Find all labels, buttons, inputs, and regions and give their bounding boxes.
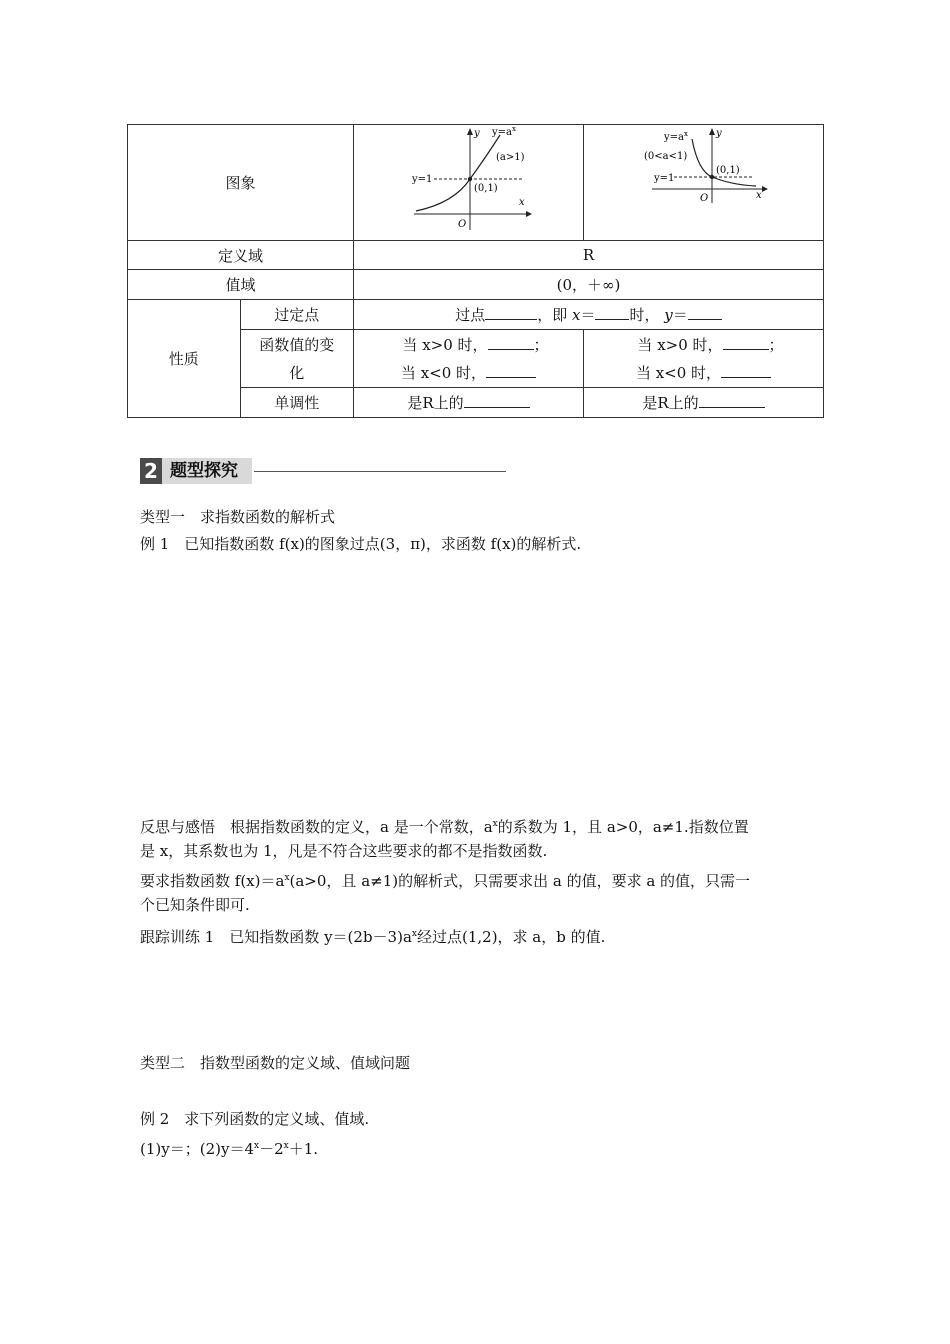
origin-label: O <box>699 193 709 204</box>
hline-label: y=1 <box>411 174 433 185</box>
y-axis-label: y <box>473 128 480 139</box>
example-2: 例 2 求下列函数的定义域、值域. <box>140 1110 370 1128</box>
point-0-1 <box>710 175 714 179</box>
range-value: (0，＋∞) <box>353 270 823 300</box>
section-title: 题型探究 <box>162 458 252 484</box>
x-axis-arrow <box>526 211 532 217</box>
graph-a-gt-1 <box>354 125 583 236</box>
type2-heading: 类型二 指数型函数的定义域、值域问题 <box>140 1054 411 1072</box>
point-label: (0,1) <box>715 165 740 176</box>
table-row-fixed-point <box>128 300 824 330</box>
reflection-line-2: 是 x，其系数也为 1，凡是不符合这些要求的都不是指数函数. <box>140 842 548 860</box>
section-rule <box>254 471 506 472</box>
condition-label: (0<a<1) <box>643 151 688 162</box>
x-axis-arrow <box>762 186 768 192</box>
section-number: 2 <box>140 458 162 484</box>
value-change-a-gt-1: 当 x>0 时， ； 当 x<0 时， <box>353 330 583 388</box>
section-header <box>140 458 506 484</box>
row-label-range: 值域 <box>128 270 354 300</box>
row-label-image: 图象 <box>128 125 354 241</box>
fixed-point-value: 过点 ，即 x＝ 时， y＝ <box>353 300 823 330</box>
curve-label: $y=a^x$ <box>663 130 688 143</box>
point-0-1 <box>468 177 472 181</box>
monotonicity-a-lt-1: 是R上的 <box>583 388 823 418</box>
graph-cell-a-lt-1 <box>583 125 823 241</box>
y-axis-arrow <box>709 128 715 135</box>
y-axis-arrow <box>467 128 473 135</box>
reflection-line-3: 要求指数函数 $f(x)=a^x(a>0$，且 a≠1)的解析式，只需要求出 a 的值，要求 a 的值，只需一 <box>140 872 751 890</box>
reflection-line-4: 个已知条件即可. <box>140 896 250 914</box>
hline-label: y=1 <box>653 173 675 184</box>
curve-label: $y=a^x$ <box>491 125 516 138</box>
table-row-range <box>128 270 824 300</box>
decay-curve <box>692 139 756 186</box>
condition-label: (a>1) <box>495 152 525 163</box>
x-axis-label: x <box>518 197 525 208</box>
point-label: (0,1) <box>473 183 498 194</box>
row-label-domain: 定义域 <box>128 241 354 270</box>
type1-heading: 类型一 求指数函数的解析式 <box>140 508 336 526</box>
graph-0-lt-a-lt-1 <box>584 125 823 236</box>
reflection-line-1: 反思与感悟 根据指数函数的定义，a 是一个常数，$a^x$的系数为 1，且 a>0，a≠1.指数位置 <box>140 818 749 836</box>
x-axis-label: x <box>755 190 762 201</box>
value-change-a-lt-1: 当 x>0 时， ； 当 x<0 时， <box>583 330 823 388</box>
domain-value: R <box>353 241 823 270</box>
practice-1: 跟踪训练 1 已知指数函数 $y=(2b-3)a^x$经过点(1,2)，求 a，b 的值. <box>140 928 606 946</box>
example-2-parts: (1)y＝；$(2)y=4^x-2^x+1$. <box>140 1140 319 1158</box>
y-axis-label: y <box>715 128 722 139</box>
row-label-fixed-point: 过定点 <box>240 300 353 330</box>
exponential-function-properties-table <box>127 124 824 418</box>
row-label-properties: 性质 <box>128 300 241 418</box>
table-row-domain <box>128 241 824 270</box>
growth-curve <box>416 135 500 211</box>
origin-label: O <box>457 219 467 230</box>
graph-cell-a-gt-1 <box>353 125 583 241</box>
example-1: 例 1 已知指数函数 f(x)的图象过点(3，π)，求函数 f(x)的解析式. <box>140 535 582 553</box>
row-label-monotonicity: 单调性 <box>240 388 353 418</box>
table-row-image <box>128 125 824 241</box>
row-label-value-change: 函数值的变 化 <box>240 330 353 388</box>
monotonicity-a-gt-1: 是R上的 <box>353 388 583 418</box>
